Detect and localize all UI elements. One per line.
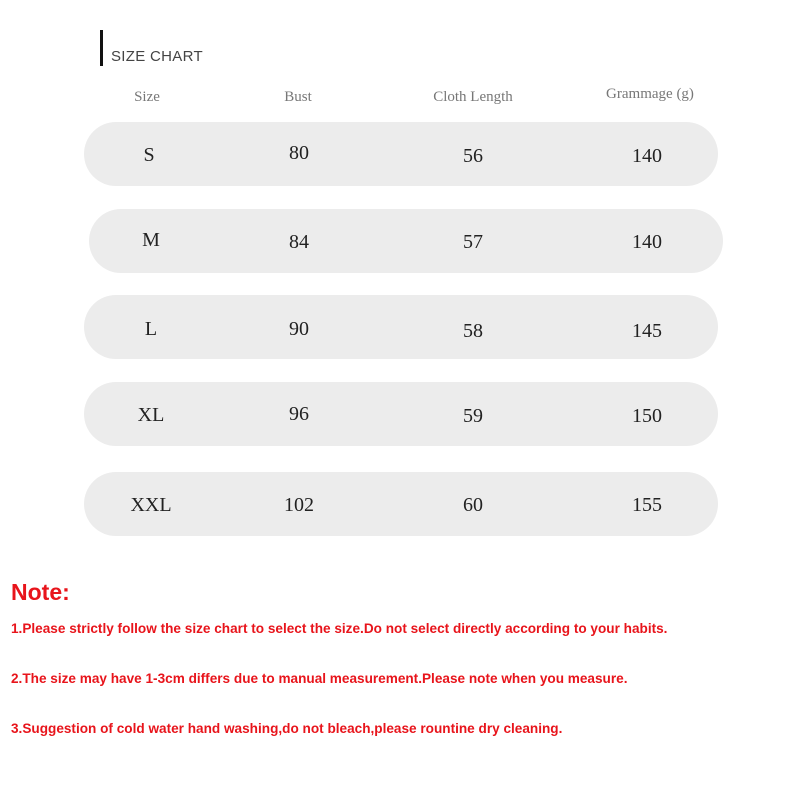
cell-cloth-length: 57 [463,231,483,253]
cell-bust: 90 [289,318,309,340]
cell-grammage: 140 [632,231,662,253]
cell-grammage: 150 [632,405,662,427]
title-accent-bar [100,30,103,66]
cell-cloth-length: 58 [463,320,483,342]
table-row [84,122,718,186]
cell-bust: 80 [289,142,309,164]
note-title: Note: [11,579,70,605]
cell-bust: 84 [289,231,309,253]
cell-size: S [143,144,155,166]
cell-size: M [142,229,160,251]
note-item: 1.Please strictly follow the size chart to select the size.Do not select directly according to your habits. [11,621,668,636]
column-header-bust: Bust [284,89,312,105]
cell-size: XXL [130,494,172,516]
cell-cloth-length: 56 [463,145,483,167]
table-row [89,209,723,273]
cell-grammage: 155 [632,494,662,516]
cell-cloth-length: 60 [463,494,483,516]
column-header-size: Size [134,89,160,105]
cell-cloth-length: 59 [463,405,483,427]
cell-size: L [144,318,158,340]
table-row [84,382,718,446]
note-item: 2.The size may have 1-3cm differs due to manual measurement.Please note when you measure. [11,671,628,686]
table-row [84,295,718,359]
cell-grammage: 145 [632,320,662,342]
size-chart-title: SIZE CHART [111,48,203,65]
cell-size: XL [137,404,165,426]
column-header-grammage: Grammage (g) [606,86,694,102]
column-header-cloth-length: Cloth Length [433,89,513,105]
cell-bust: 102 [284,494,314,516]
note-item: 3.Suggestion of cold water hand washing,do not bleach,please rountine dry cleaning. [11,721,563,736]
table-row [84,472,718,536]
cell-bust: 96 [289,403,309,425]
cell-grammage: 140 [632,145,662,167]
